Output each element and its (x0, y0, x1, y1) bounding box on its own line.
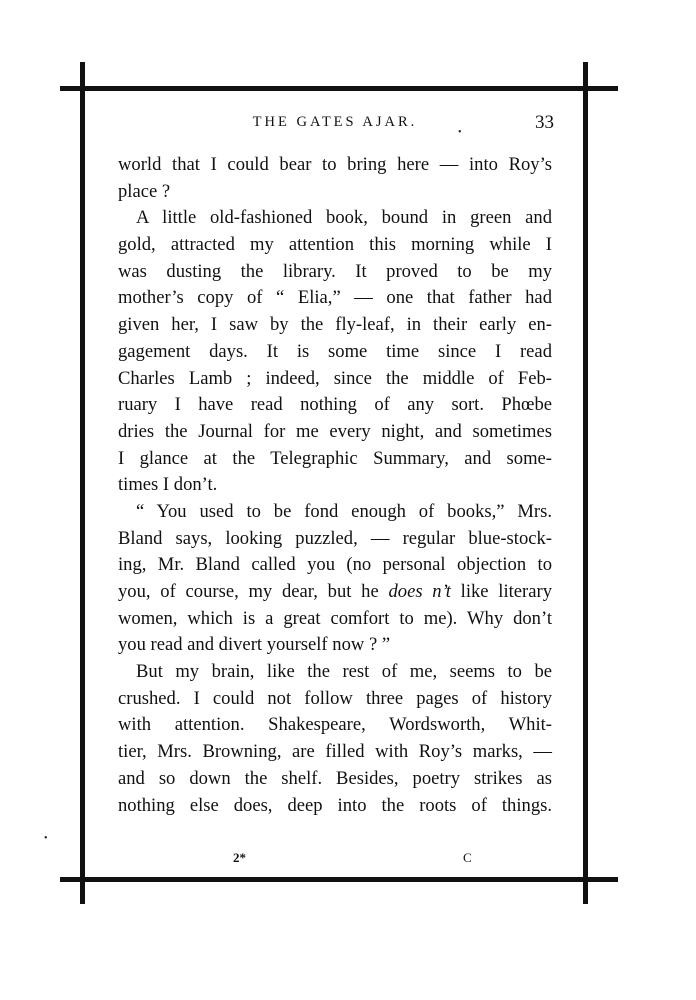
text-line: I glance at the Telegraphic Summary, and some- (118, 447, 552, 469)
text-line: mother’s copy of “ Elia,” — one that father had (118, 287, 552, 309)
text-line: Charles Lamb ; indeed, since the middle of Feb- (118, 367, 552, 389)
text-line: dries the Journal for me every night, and sometimes (118, 420, 552, 442)
text-line: Bland says, looking puzzled, — regular blue-stock- (118, 527, 552, 549)
text-line: you, of course, my dear, but he does n’t like literary (118, 581, 552, 602)
text-line: A little old-fashioned book, bound in green and (136, 207, 552, 229)
text-line: and so down the shelf. Besides, poetry strikes as (118, 767, 552, 789)
text-line: world that I could bear to bring here — into Roy’s (118, 154, 552, 175)
text-line: ruary I have read nothing of any sort. Phœbe (118, 394, 552, 416)
text-line: tier, Mrs. Browning, are filled with Roy’s marks, — (118, 741, 552, 763)
emphasis: does n’t (388, 581, 451, 602)
text-line: times I don’t. (118, 474, 218, 496)
signature-mark: 2* (233, 850, 246, 865)
top-rule (60, 86, 618, 91)
gathering-letter: C (463, 850, 472, 865)
text-line: was dusting the library. It proved to be my (118, 260, 552, 282)
text-line: “ You used to be fond enough of books,” Mrs. (136, 500, 552, 522)
running-head (116, 112, 554, 136)
right-rule (583, 62, 588, 904)
text-line: gagement days. It is some time since I read (118, 340, 552, 362)
body-text (118, 152, 552, 819)
text-line: place ? (118, 180, 171, 202)
text-line: you read and divert yourself now ? ” (118, 634, 391, 656)
text-line: crushed. I could not follow three pages of history (118, 687, 552, 709)
text-line: nothing else does, deep into the roots of things. (118, 794, 552, 816)
page-footer (118, 850, 552, 870)
text-line: ing, Mr. Bland called you (no personal objection to (118, 554, 552, 576)
text-line: with attention. Shakespeare, Wordsworth, Whit- (118, 714, 552, 736)
text-line: gold, attracted my attention this morning while I (118, 234, 552, 256)
bottom-rule (60, 877, 618, 882)
text-line: women, which is a great comfort to me). Why don’t (118, 607, 552, 629)
ink-speck: • (458, 127, 462, 138)
text-line: given her, I saw by the fly-leaf, in their early en- (118, 314, 552, 336)
ink-speck: • (44, 833, 48, 844)
page-number: 33 (535, 112, 554, 133)
running-title: THE GATES AJAR. (252, 114, 418, 130)
text-line: But my brain, like the rest of me, seems to be (136, 661, 552, 683)
left-rule (80, 62, 85, 904)
